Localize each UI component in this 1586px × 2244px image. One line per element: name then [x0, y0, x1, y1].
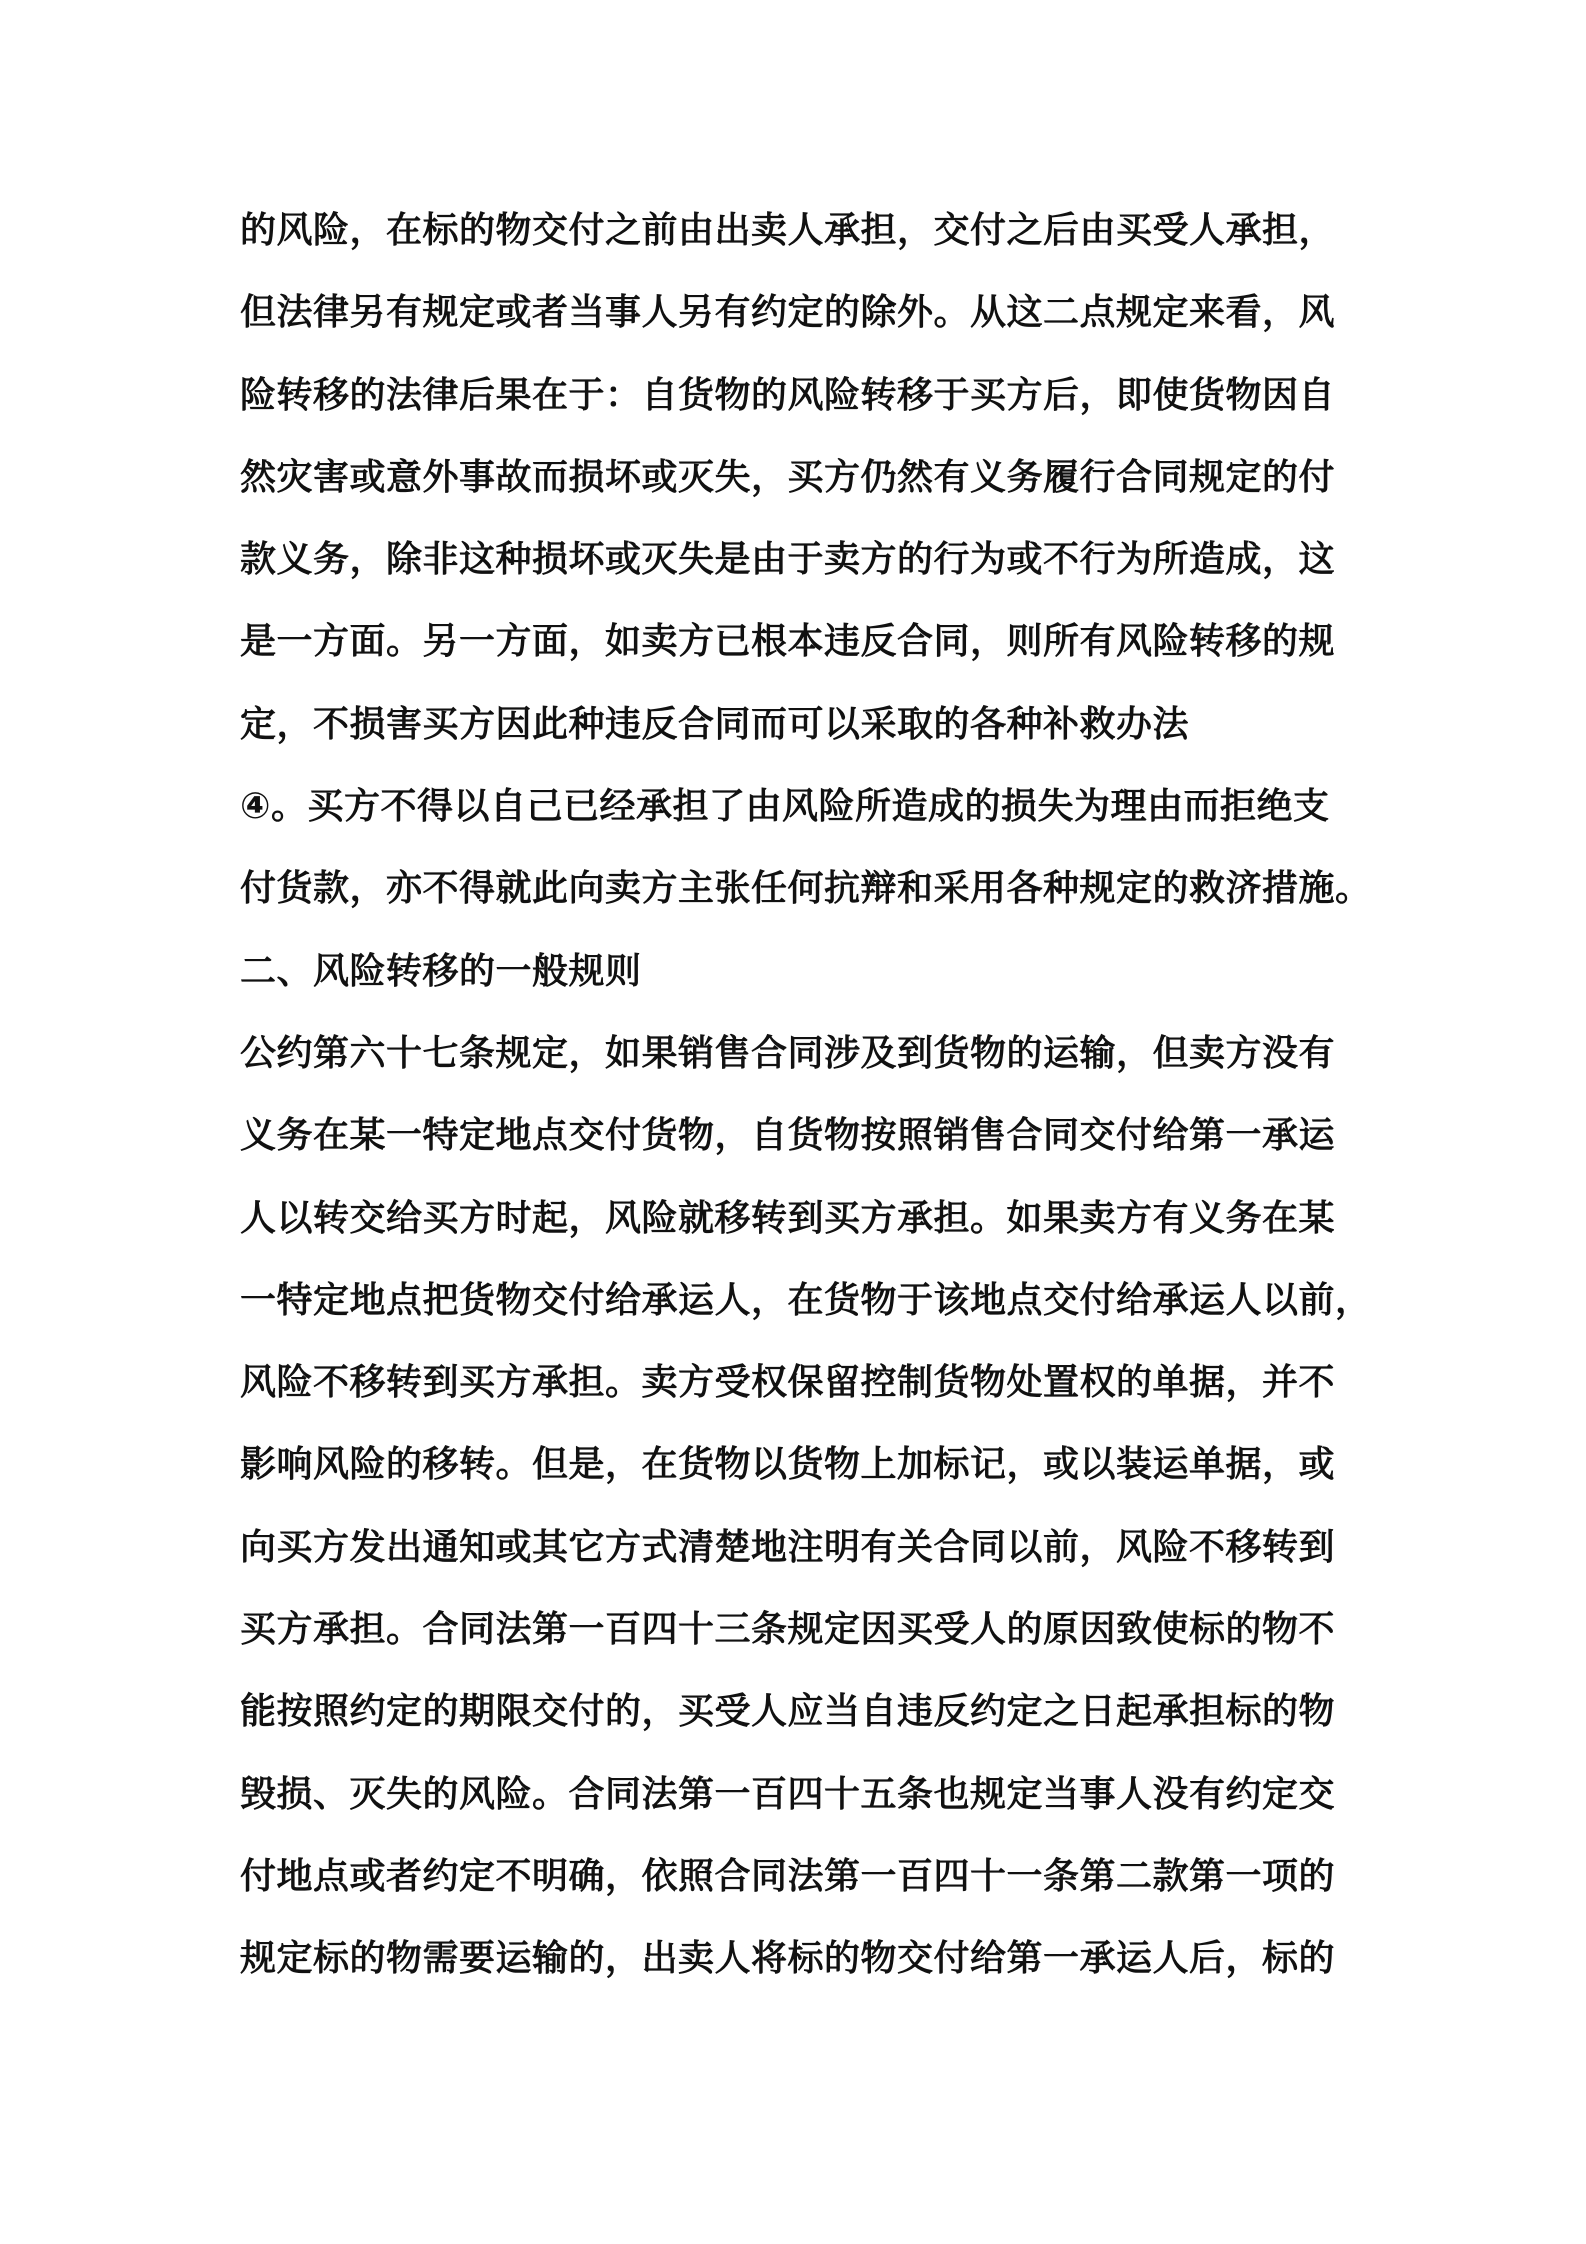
text-line: 一特定地点把货物交付给承运人，在货物于该地点交付给承运人以前，	[240, 1279, 1372, 1321]
text-line: 然灾害或意外事故而损坏或灭失，买方仍然有义务履行合同规定的付	[240, 456, 1336, 498]
text-line: 付地点或者约定不明确，依照合同法第一百四十一条第二款第一项的	[240, 1855, 1336, 1897]
text-line: 义务在某一特定地点交付货物，自货物按照销售合同交付给第一承运	[240, 1115, 1336, 1157]
text-line: 规定标的物需要运输的，出卖人将标的物交付给第一承运人后，标的	[240, 1938, 1336, 1980]
text-line: 款义务，除非这种损坏或灭失是由于卖方的行为或不行为所造成，这	[240, 539, 1336, 581]
text-line: 影响风险的移转。但是，在货物以货物上加标记，或以装运单据，或	[240, 1444, 1336, 1486]
text-line: 公约第六十七条规定，如果销售合同涉及到货物的运输，但卖方没有	[240, 1032, 1336, 1074]
text-line: 的风险，在标的物交付之前由出卖人承担，交付之后由买受人承担，	[240, 210, 1336, 251]
text-line: 险转移的法律后果在于：自货物的风险转移于买方后，即使货物因自	[240, 374, 1336, 416]
text-line: 买方承担。合同法第一百四十三条规定因买受人的原因致使标的物不	[240, 1609, 1336, 1651]
text-line: 付货款，亦不得就此向卖方主张任何抗辩和采用各种规定的救济措施。	[240, 868, 1372, 910]
body-text	[240, 190, 1372, 2001]
text-line: 是一方面。另一方面，如卖方已根本违反合同，则所有风险转移的规	[240, 621, 1336, 663]
text-line: 风险不移转到买方承担。卖方受权保留控制货物处置权的单据，并不	[240, 1362, 1336, 1404]
text-line: ④。买方不得以自己已经承担了由风险所造成的损失为理由而拒绝支	[240, 786, 1330, 828]
text-line: 毁损、灭失的风险。合同法第一百四十五条也规定当事人没有约定交	[240, 1773, 1336, 1815]
text-line: 人以转交给买方时起，风险就移转到买方承担。如果卖方有义务在某	[240, 1197, 1336, 1239]
text-line: 定，不损害买方因此种违反合同而可以采取的各种补救办法	[240, 703, 1190, 745]
text-line: 向买方发出通知或其它方式清楚地注明有关合同以前，风险不移转到	[240, 1526, 1336, 1568]
text-line: 能按照约定的期限交付的，买受人应当自违反约定之日起承担标的物	[240, 1691, 1336, 1733]
section-heading: 二、风险转移的一般规则	[240, 950, 642, 992]
text-line: 但法律另有规定或者当事人另有约定的除外。从这二点规定来看，风	[240, 292, 1336, 334]
